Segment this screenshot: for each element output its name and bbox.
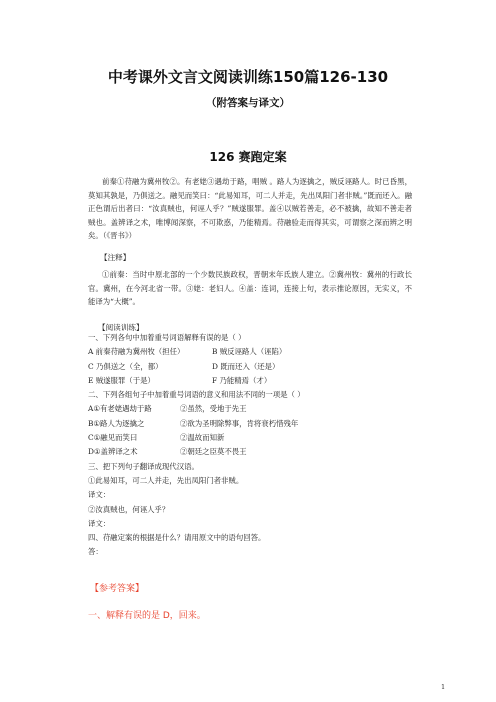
question-block [88,331,418,560]
q1-option-row [88,360,418,374]
q3-sentence-2: ②汝真贼也，何诬人乎？ [88,504,170,514]
page-number: 1 [441,683,446,691]
notes-label: 【注释】 [100,253,131,262]
q2-option-c1: C①融见而笑曰 [88,433,138,443]
q2-option-a1: A①有老姥遇劫于路 [88,404,152,414]
q1-option-b: B 贼反诬路人（诬陷） [212,347,287,357]
q2-option-row [88,431,418,445]
q2-option-d1: D①盖辨译之术 [88,447,138,457]
q2-option-row [88,445,418,459]
question-1: 一、下列各句中加着重号词语解释有误的是（ ） [88,333,246,342]
question-3: 三、把下列句子翻译成现代汉语。 [88,461,199,471]
q1-option-e: E 贼遂服罪（于是） [88,375,155,385]
q1-option-f: F 乃能精焉（才） [212,375,272,385]
q2-option-c2: ②温故而知新 [180,433,225,443]
q4-answer-label: 答： [88,547,103,557]
passage-paragraph: 前秦①苻融为冀州牧②。有老姥③遇劫于路，唱贼 。路人为逐擒之，贼反诬路人。时已昏黑，莫知其孰是，乃俱送之。融见而笑曰：“此易知耳，可二人并走，先出凤阳门者非贼。”既而还入。融正色谓后出者曰：“汝真贼也，何诬人乎？”贼遂服罪。盖④以贼若善走，必不被擒，故知不善走者贼也。盖辨译之术，唯博闻深察，不可欺惑，乃能精焉。苻融验走而得其实，可谓察之深而辨之明矣。（《晋书》） [88,177,412,241]
question-2: 二、下列各组句子中加着重号词语的意义和用法不同的一项是（ ） [88,390,305,400]
q2-option-b2: ②欲为圣明除弊事，肯将衰朽惜残年 [180,418,299,428]
exercise-label: 【阅读训练】 [98,323,144,332]
q1-option-d: D 既而还入（还是） [212,361,280,371]
section-title: 126 赛跑定案 [209,150,287,164]
q1-option-a: A 前秦苻融为冀州牧（担任） [88,347,185,357]
q2-option-row [88,402,418,416]
reference-answer-label: 【参考答案】 [90,584,145,594]
q2-option-d2: ②朝廷之臣莫不畏王 [180,447,247,457]
q1-option-c: C 乃俱送之（全，都） [88,361,163,371]
notes-paragraph: ①前秦：当时中原北部的一个少数民族政权，晋朝末年氐族人建立。②冀州牧：冀州的行政长官。冀州，在今河北省一带。③姥：老妇人。④盖：连词，连接上句，表示推论原因，无实义，不能译为“大概”。 [88,270,412,307]
q1-option-row [88,345,418,359]
q2-option-a2: ②虽然，受地于先王 [180,404,247,414]
page-subtitle: （附答案与译文） [206,97,290,109]
reference-answer-line: 一、解释有误的是 D，回来。 [88,611,206,621]
q2-option-row [88,417,418,431]
q2-option-b1: B①路人为逐擒之 [88,418,145,428]
q3-sentence-1: ①此易知耳，可二人并走，先出凤阳门者非贼。 [88,475,244,485]
q1-option-row [88,374,418,388]
q3-translation-label: 译文： [88,490,111,500]
question-4: 四、苻融定案的根据是什么？请用原文中的语句回答。 [88,533,266,543]
page-title: 中考课外文言文阅读训练150篇126-130 [107,68,389,86]
q3-translation-label: 译文： [88,518,111,528]
